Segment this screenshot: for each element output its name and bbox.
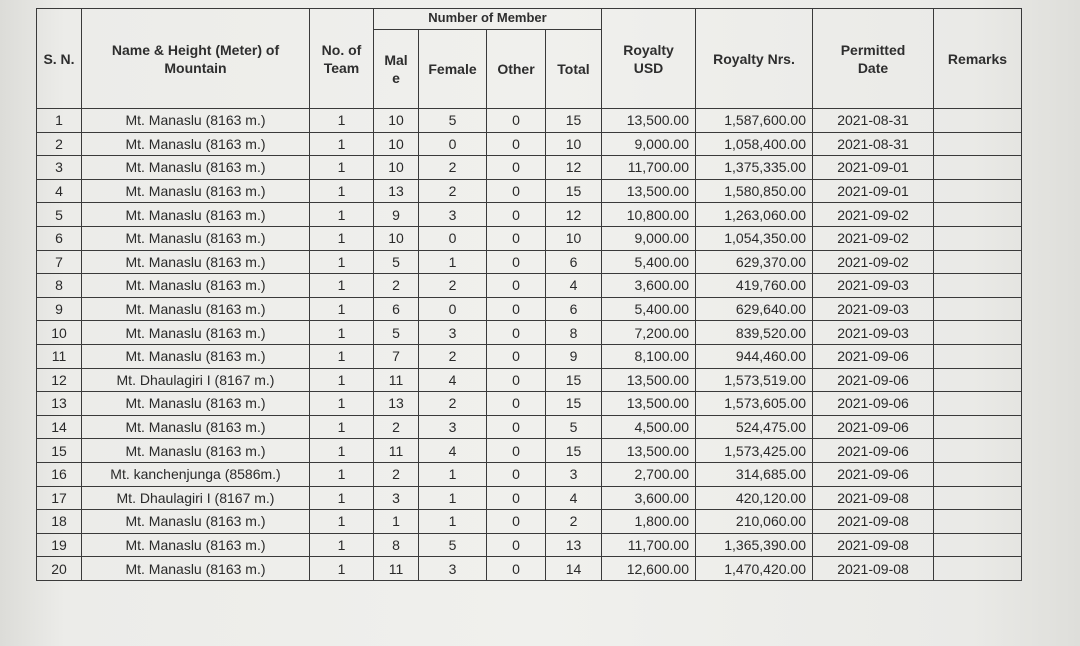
table-row bbox=[37, 368, 1022, 392]
cell-total: 3 bbox=[546, 462, 602, 486]
cell-male: 13 bbox=[374, 179, 419, 203]
cell-female: 2 bbox=[419, 179, 487, 203]
cell-other: 0 bbox=[487, 179, 546, 203]
table-row bbox=[37, 203, 1022, 227]
cell-sn: 7 bbox=[37, 250, 82, 274]
cell-royalty-usd: 3,600.00 bbox=[602, 274, 696, 298]
table-row bbox=[37, 132, 1022, 156]
table-row bbox=[37, 297, 1022, 321]
cell-remarks bbox=[934, 321, 1022, 345]
cell-royalty-usd: 4,500.00 bbox=[602, 415, 696, 439]
cell-remarks bbox=[934, 203, 1022, 227]
cell-female: 2 bbox=[419, 274, 487, 298]
cell-sn: 17 bbox=[37, 486, 82, 510]
table-row bbox=[37, 486, 1022, 510]
cell-royalty-usd: 13,500.00 bbox=[602, 439, 696, 463]
cell-male: 8 bbox=[374, 533, 419, 557]
cell-male: 11 bbox=[374, 557, 419, 581]
cell-teams: 1 bbox=[310, 557, 374, 581]
cell-royalty-nrs: 629,370.00 bbox=[696, 250, 813, 274]
cell-sn: 11 bbox=[37, 344, 82, 368]
cell-royalty-usd: 12,600.00 bbox=[602, 557, 696, 581]
cell-remarks bbox=[934, 415, 1022, 439]
cell-total: 4 bbox=[546, 486, 602, 510]
cell-remarks bbox=[934, 179, 1022, 203]
cell-other: 0 bbox=[487, 156, 546, 180]
cell-mountain: Mt. Manaslu (8163 m.) bbox=[82, 109, 310, 133]
cell-mountain: Mt. Manaslu (8163 m.) bbox=[82, 415, 310, 439]
cell-female: 3 bbox=[419, 203, 487, 227]
cell-sn: 19 bbox=[37, 533, 82, 557]
table-row bbox=[37, 179, 1022, 203]
cell-total: 6 bbox=[546, 297, 602, 321]
cell-female: 3 bbox=[419, 321, 487, 345]
header-royalty-nrs: Royalty Nrs. bbox=[696, 9, 813, 109]
cell-royalty-usd: 2,700.00 bbox=[602, 462, 696, 486]
cell-total: 15 bbox=[546, 109, 602, 133]
cell-royalty-usd: 13,500.00 bbox=[602, 368, 696, 392]
cell-teams: 1 bbox=[310, 226, 374, 250]
cell-royalty-nrs: 629,640.00 bbox=[696, 297, 813, 321]
cell-sn: 1 bbox=[37, 109, 82, 133]
cell-remarks bbox=[934, 392, 1022, 416]
cell-total: 12 bbox=[546, 156, 602, 180]
cell-mountain: Mt. Manaslu (8163 m.) bbox=[82, 557, 310, 581]
cell-sn: 2 bbox=[37, 132, 82, 156]
cell-permitted-date: 2021-08-31 bbox=[813, 109, 934, 133]
cell-mountain: Mt. Manaslu (8163 m.) bbox=[82, 392, 310, 416]
cell-total: 15 bbox=[546, 392, 602, 416]
cell-teams: 1 bbox=[310, 321, 374, 345]
cell-royalty-usd: 7,200.00 bbox=[602, 321, 696, 345]
header-mountain: Name & Height (Meter) of Mountain bbox=[82, 9, 310, 109]
cell-mountain: Mt. Manaslu (8163 m.) bbox=[82, 179, 310, 203]
table-row bbox=[37, 533, 1022, 557]
cell-permitted-date: 2021-09-06 bbox=[813, 392, 934, 416]
cell-male: 3 bbox=[374, 486, 419, 510]
cell-royalty-nrs: 1,573,425.00 bbox=[696, 439, 813, 463]
cell-female: 5 bbox=[419, 109, 487, 133]
cell-female: 1 bbox=[419, 510, 487, 534]
cell-permitted-date: 2021-09-02 bbox=[813, 203, 934, 227]
cell-teams: 1 bbox=[310, 462, 374, 486]
cell-royalty-usd: 13,500.00 bbox=[602, 392, 696, 416]
cell-female: 0 bbox=[419, 132, 487, 156]
cell-mountain: Mt. Manaslu (8163 m.) bbox=[82, 344, 310, 368]
cell-male: 13 bbox=[374, 392, 419, 416]
cell-mountain: Mt. Manaslu (8163 m.) bbox=[82, 132, 310, 156]
cell-teams: 1 bbox=[310, 179, 374, 203]
cell-female: 4 bbox=[419, 368, 487, 392]
cell-royalty-usd: 1,800.00 bbox=[602, 510, 696, 534]
table-row bbox=[37, 274, 1022, 298]
cell-female: 0 bbox=[419, 297, 487, 321]
table-row bbox=[37, 250, 1022, 274]
cell-total: 10 bbox=[546, 132, 602, 156]
cell-royalty-nrs: 1,573,605.00 bbox=[696, 392, 813, 416]
table-row bbox=[37, 392, 1022, 416]
cell-permitted-date: 2021-09-06 bbox=[813, 439, 934, 463]
cell-other: 0 bbox=[487, 557, 546, 581]
cell-teams: 1 bbox=[310, 274, 374, 298]
cell-male: 11 bbox=[374, 368, 419, 392]
cell-teams: 1 bbox=[310, 132, 374, 156]
cell-remarks bbox=[934, 274, 1022, 298]
cell-remarks bbox=[934, 109, 1022, 133]
cell-sn: 16 bbox=[37, 462, 82, 486]
cell-male: 1 bbox=[374, 510, 419, 534]
cell-teams: 1 bbox=[310, 250, 374, 274]
cell-royalty-nrs: 1,470,420.00 bbox=[696, 557, 813, 581]
cell-teams: 1 bbox=[310, 344, 374, 368]
cell-female: 1 bbox=[419, 462, 487, 486]
cell-sn: 12 bbox=[37, 368, 82, 392]
cell-mountain: Mt. Manaslu (8163 m.) bbox=[82, 203, 310, 227]
cell-mountain: Mt. Manaslu (8163 m.) bbox=[82, 156, 310, 180]
cell-mountain: Mt. Manaslu (8163 m.) bbox=[82, 250, 310, 274]
cell-male: 10 bbox=[374, 132, 419, 156]
cell-permitted-date: 2021-09-08 bbox=[813, 533, 934, 557]
cell-teams: 1 bbox=[310, 297, 374, 321]
cell-sn: 6 bbox=[37, 226, 82, 250]
cell-royalty-usd: 8,100.00 bbox=[602, 344, 696, 368]
cell-mountain: Mt. Manaslu (8163 m.) bbox=[82, 439, 310, 463]
cell-royalty-usd: 5,400.00 bbox=[602, 297, 696, 321]
cell-permitted-date: 2021-09-01 bbox=[813, 156, 934, 180]
cell-remarks bbox=[934, 510, 1022, 534]
cell-other: 0 bbox=[487, 439, 546, 463]
cell-other: 0 bbox=[487, 274, 546, 298]
cell-other: 0 bbox=[487, 250, 546, 274]
cell-teams: 1 bbox=[310, 203, 374, 227]
cell-other: 0 bbox=[487, 392, 546, 416]
cell-female: 0 bbox=[419, 226, 487, 250]
cell-mountain: Mt. Dhaulagiri I (8167 m.) bbox=[82, 486, 310, 510]
cell-royalty-nrs: 1,058,400.00 bbox=[696, 132, 813, 156]
cell-total: 9 bbox=[546, 344, 602, 368]
cell-male: 10 bbox=[374, 156, 419, 180]
cell-female: 5 bbox=[419, 533, 487, 557]
cell-royalty-nrs: 1,587,600.00 bbox=[696, 109, 813, 133]
cell-total: 15 bbox=[546, 368, 602, 392]
cell-female: 1 bbox=[419, 486, 487, 510]
cell-total: 15 bbox=[546, 179, 602, 203]
cell-permitted-date: 2021-08-31 bbox=[813, 132, 934, 156]
cell-permitted-date: 2021-09-03 bbox=[813, 274, 934, 298]
cell-female: 3 bbox=[419, 557, 487, 581]
table-row bbox=[37, 557, 1022, 581]
cell-royalty-nrs: 419,760.00 bbox=[696, 274, 813, 298]
cell-sn: 4 bbox=[37, 179, 82, 203]
cell-remarks bbox=[934, 226, 1022, 250]
header-remarks: Remarks bbox=[934, 9, 1022, 109]
cell-female: 2 bbox=[419, 392, 487, 416]
header-permitted-date: Permitted Date bbox=[813, 9, 934, 109]
cell-remarks bbox=[934, 368, 1022, 392]
header-male: Mal e bbox=[374, 30, 419, 109]
cell-female: 1 bbox=[419, 250, 487, 274]
cell-remarks bbox=[934, 250, 1022, 274]
header-sn: S. N. bbox=[37, 9, 82, 109]
cell-total: 13 bbox=[546, 533, 602, 557]
cell-male: 11 bbox=[374, 439, 419, 463]
cell-other: 0 bbox=[487, 321, 546, 345]
cell-total: 10 bbox=[546, 226, 602, 250]
cell-male: 10 bbox=[374, 109, 419, 133]
cell-mountain: Mt. Manaslu (8163 m.) bbox=[82, 226, 310, 250]
table-row bbox=[37, 321, 1022, 345]
cell-mountain: Mt. Manaslu (8163 m.) bbox=[82, 274, 310, 298]
cell-permitted-date: 2021-09-08 bbox=[813, 557, 934, 581]
cell-royalty-usd: 9,000.00 bbox=[602, 132, 696, 156]
cell-sn: 5 bbox=[37, 203, 82, 227]
cell-mountain: Mt. Dhaulagiri I (8167 m.) bbox=[82, 368, 310, 392]
cell-female: 2 bbox=[419, 344, 487, 368]
table-row bbox=[37, 462, 1022, 486]
cell-total: 15 bbox=[546, 439, 602, 463]
cell-female: 3 bbox=[419, 415, 487, 439]
header-total: Total bbox=[546, 30, 602, 109]
cell-other: 0 bbox=[487, 226, 546, 250]
table-row bbox=[37, 439, 1022, 463]
cell-sn: 20 bbox=[37, 557, 82, 581]
cell-mountain: Mt. Manaslu (8163 m.) bbox=[82, 297, 310, 321]
table-row bbox=[37, 109, 1022, 133]
cell-other: 0 bbox=[487, 415, 546, 439]
cell-total: 12 bbox=[546, 203, 602, 227]
cell-remarks bbox=[934, 156, 1022, 180]
cell-remarks bbox=[934, 462, 1022, 486]
table-body bbox=[37, 109, 1022, 581]
cell-royalty-nrs: 1,263,060.00 bbox=[696, 203, 813, 227]
cell-other: 0 bbox=[487, 132, 546, 156]
cell-remarks bbox=[934, 439, 1022, 463]
cell-other: 0 bbox=[487, 462, 546, 486]
cell-total: 8 bbox=[546, 321, 602, 345]
cell-permitted-date: 2021-09-08 bbox=[813, 510, 934, 534]
cell-permitted-date: 2021-09-08 bbox=[813, 486, 934, 510]
cell-male: 6 bbox=[374, 297, 419, 321]
cell-royalty-usd: 11,700.00 bbox=[602, 156, 696, 180]
cell-royalty-nrs: 210,060.00 bbox=[696, 510, 813, 534]
cell-royalty-nrs: 1,573,519.00 bbox=[696, 368, 813, 392]
cell-total: 5 bbox=[546, 415, 602, 439]
cell-teams: 1 bbox=[310, 109, 374, 133]
cell-royalty-nrs: 1,580,850.00 bbox=[696, 179, 813, 203]
cell-male: 2 bbox=[374, 462, 419, 486]
cell-other: 0 bbox=[487, 109, 546, 133]
cell-male: 2 bbox=[374, 415, 419, 439]
cell-royalty-usd: 10,800.00 bbox=[602, 203, 696, 227]
cell-male: 10 bbox=[374, 226, 419, 250]
cell-other: 0 bbox=[487, 368, 546, 392]
cell-remarks bbox=[934, 533, 1022, 557]
cell-teams: 1 bbox=[310, 510, 374, 534]
cell-royalty-nrs: 524,475.00 bbox=[696, 415, 813, 439]
header-teams: No. of Team bbox=[310, 9, 374, 109]
cell-royalty-nrs: 1,365,390.00 bbox=[696, 533, 813, 557]
table-row bbox=[37, 156, 1022, 180]
table-row bbox=[37, 226, 1022, 250]
cell-other: 0 bbox=[487, 510, 546, 534]
cell-remarks bbox=[934, 297, 1022, 321]
header-royalty-usd: Royalty USD bbox=[602, 9, 696, 109]
cell-total: 6 bbox=[546, 250, 602, 274]
cell-sn: 3 bbox=[37, 156, 82, 180]
cell-teams: 1 bbox=[310, 156, 374, 180]
cell-teams: 1 bbox=[310, 439, 374, 463]
cell-teams: 1 bbox=[310, 415, 374, 439]
cell-teams: 1 bbox=[310, 368, 374, 392]
cell-royalty-usd: 11,700.00 bbox=[602, 533, 696, 557]
cell-royalty-nrs: 314,685.00 bbox=[696, 462, 813, 486]
cell-teams: 1 bbox=[310, 533, 374, 557]
cell-female: 4 bbox=[419, 439, 487, 463]
header-other: Other bbox=[487, 30, 546, 109]
header-number-of-member: Number of Member bbox=[374, 9, 602, 30]
cell-teams: 1 bbox=[310, 486, 374, 510]
cell-remarks bbox=[934, 486, 1022, 510]
table-row bbox=[37, 510, 1022, 534]
cell-male: 5 bbox=[374, 250, 419, 274]
cell-other: 0 bbox=[487, 344, 546, 368]
cell-total: 4 bbox=[546, 274, 602, 298]
cell-permitted-date: 2021-09-06 bbox=[813, 415, 934, 439]
cell-sn: 18 bbox=[37, 510, 82, 534]
table-row bbox=[37, 415, 1022, 439]
cell-sn: 10 bbox=[37, 321, 82, 345]
cell-permitted-date: 2021-09-06 bbox=[813, 368, 934, 392]
cell-permitted-date: 2021-09-01 bbox=[813, 179, 934, 203]
cell-mountain: Mt. kanchenjunga (8586m.) bbox=[82, 462, 310, 486]
cell-total: 14 bbox=[546, 557, 602, 581]
cell-female: 2 bbox=[419, 156, 487, 180]
cell-permitted-date: 2021-09-02 bbox=[813, 226, 934, 250]
cell-sn: 13 bbox=[37, 392, 82, 416]
cell-permitted-date: 2021-09-06 bbox=[813, 344, 934, 368]
cell-permitted-date: 2021-09-06 bbox=[813, 462, 934, 486]
cell-sn: 9 bbox=[37, 297, 82, 321]
table-row bbox=[37, 344, 1022, 368]
royalty-table bbox=[36, 8, 1022, 581]
cell-permitted-date: 2021-09-03 bbox=[813, 321, 934, 345]
cell-remarks bbox=[934, 132, 1022, 156]
cell-male: 9 bbox=[374, 203, 419, 227]
cell-other: 0 bbox=[487, 297, 546, 321]
cell-mountain: Mt. Manaslu (8163 m.) bbox=[82, 510, 310, 534]
cell-male: 5 bbox=[374, 321, 419, 345]
cell-royalty-nrs: 420,120.00 bbox=[696, 486, 813, 510]
cell-royalty-usd: 9,000.00 bbox=[602, 226, 696, 250]
cell-permitted-date: 2021-09-02 bbox=[813, 250, 934, 274]
cell-sn: 15 bbox=[37, 439, 82, 463]
cell-mountain: Mt. Manaslu (8163 m.) bbox=[82, 533, 310, 557]
cell-other: 0 bbox=[487, 203, 546, 227]
header-female: Female bbox=[419, 30, 487, 109]
cell-remarks bbox=[934, 344, 1022, 368]
cell-royalty-usd: 5,400.00 bbox=[602, 250, 696, 274]
cell-male: 2 bbox=[374, 274, 419, 298]
cell-teams: 1 bbox=[310, 392, 374, 416]
cell-male: 7 bbox=[374, 344, 419, 368]
cell-mountain: Mt. Manaslu (8163 m.) bbox=[82, 321, 310, 345]
cell-royalty-nrs: 944,460.00 bbox=[696, 344, 813, 368]
cell-royalty-usd: 13,500.00 bbox=[602, 109, 696, 133]
cell-sn: 14 bbox=[37, 415, 82, 439]
cell-royalty-usd: 13,500.00 bbox=[602, 179, 696, 203]
cell-royalty-usd: 3,600.00 bbox=[602, 486, 696, 510]
cell-royalty-nrs: 1,375,335.00 bbox=[696, 156, 813, 180]
cell-other: 0 bbox=[487, 486, 546, 510]
cell-royalty-nrs: 839,520.00 bbox=[696, 321, 813, 345]
cell-remarks bbox=[934, 557, 1022, 581]
cell-royalty-nrs: 1,054,350.00 bbox=[696, 226, 813, 250]
cell-total: 2 bbox=[546, 510, 602, 534]
cell-sn: 8 bbox=[37, 274, 82, 298]
cell-other: 0 bbox=[487, 533, 546, 557]
cell-permitted-date: 2021-09-03 bbox=[813, 297, 934, 321]
